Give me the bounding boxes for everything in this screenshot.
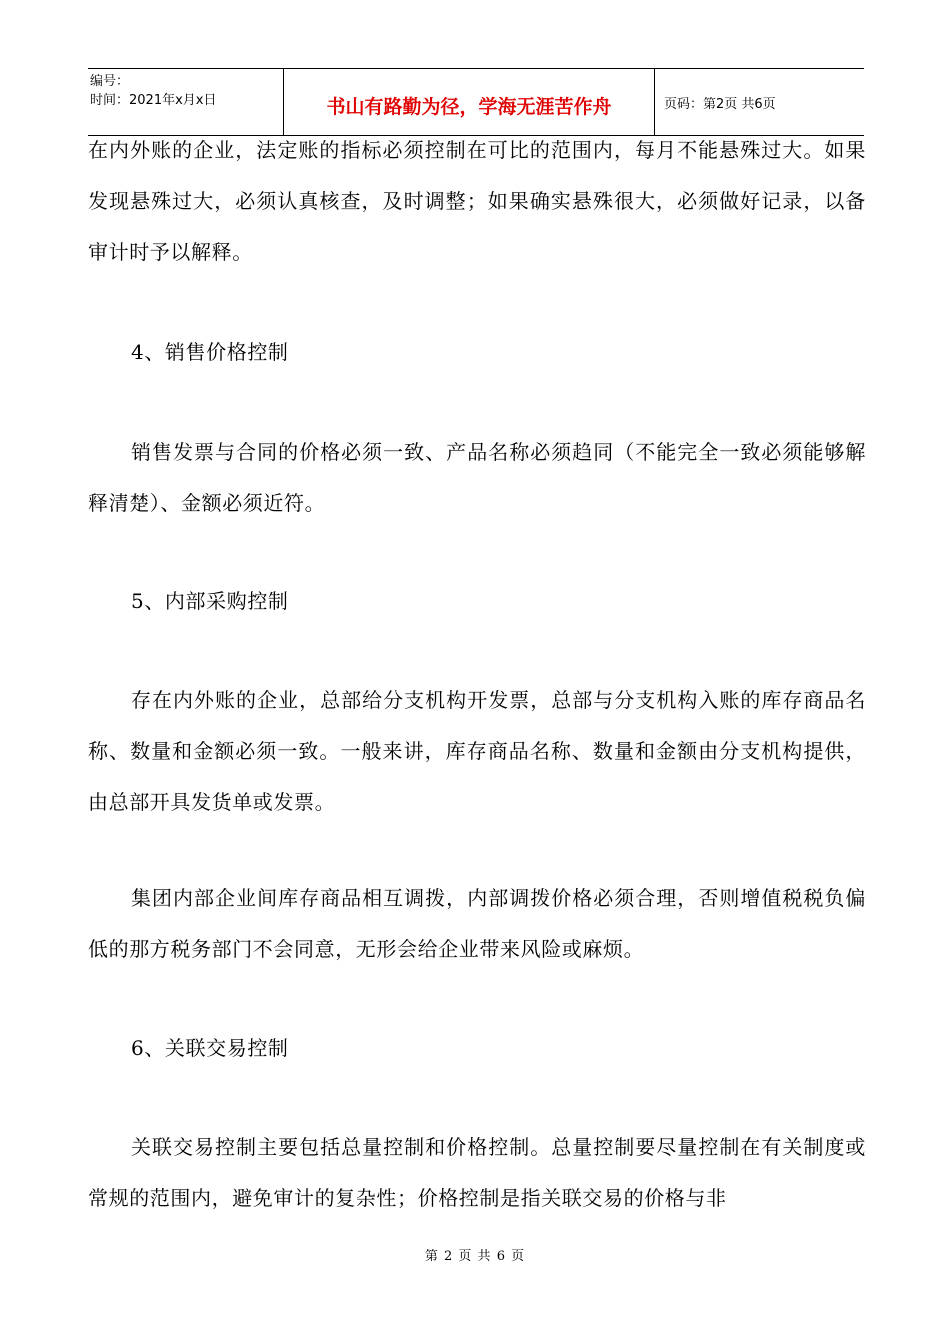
body-paragraph: 存在内外账的企业，总部给分支机构开发票，总部与分支机构入账的库存商品名称、数量和金额必须一致。一般来讲，库存商品名称、数量和金额由分支机构提供，由总部开具发货单或发票。 <box>88 688 866 814</box>
body-paragraph: 集团内部企业间库存商品相互调拨，内部调拨价格必须合理，否则增值税税负偏低的那方税务部门不会同意，无形会给企业带来风险或麻烦。 <box>88 886 866 961</box>
document-time-label: 时间：2021年x月x日 <box>90 93 217 108</box>
document-number-label: 编号： <box>90 74 130 89</box>
header-motto: 书山有路勤为径，学海无涯苦作舟 <box>326 95 612 118</box>
section-heading-4: 4、销售价格控制 <box>131 340 289 364</box>
body-paragraph: 关联交易控制主要包括总量控制和价格控制。总量控制要尽量控制在有关制度或常规的范围内，避免审计的复杂性；价格控制是指关联交易的价格与非 <box>88 1135 866 1210</box>
header-page-info: 页码：第2页 共6页 <box>664 97 776 112</box>
body-paragraph: 销售发票与合同的价格必须一致、产品名称必须趋同（不能完全一致必须能够解释清楚）、金额必须近符。 <box>88 440 866 515</box>
section-heading-5: 5、内部采购控制 <box>131 589 289 613</box>
body-paragraph: 在内外账的企业，法定账的指标必须控制在可比的范围内，每月不能悬殊过大。如果发现悬殊过大，必须认真核查，及时调整；如果确实悬殊很大，必须做好记录，以备审计时予以解释。 <box>88 138 866 264</box>
page-footer: 第 2 页 共 6 页 <box>424 1249 526 1264</box>
section-heading-6: 6、关联交易控制 <box>131 1036 289 1060</box>
